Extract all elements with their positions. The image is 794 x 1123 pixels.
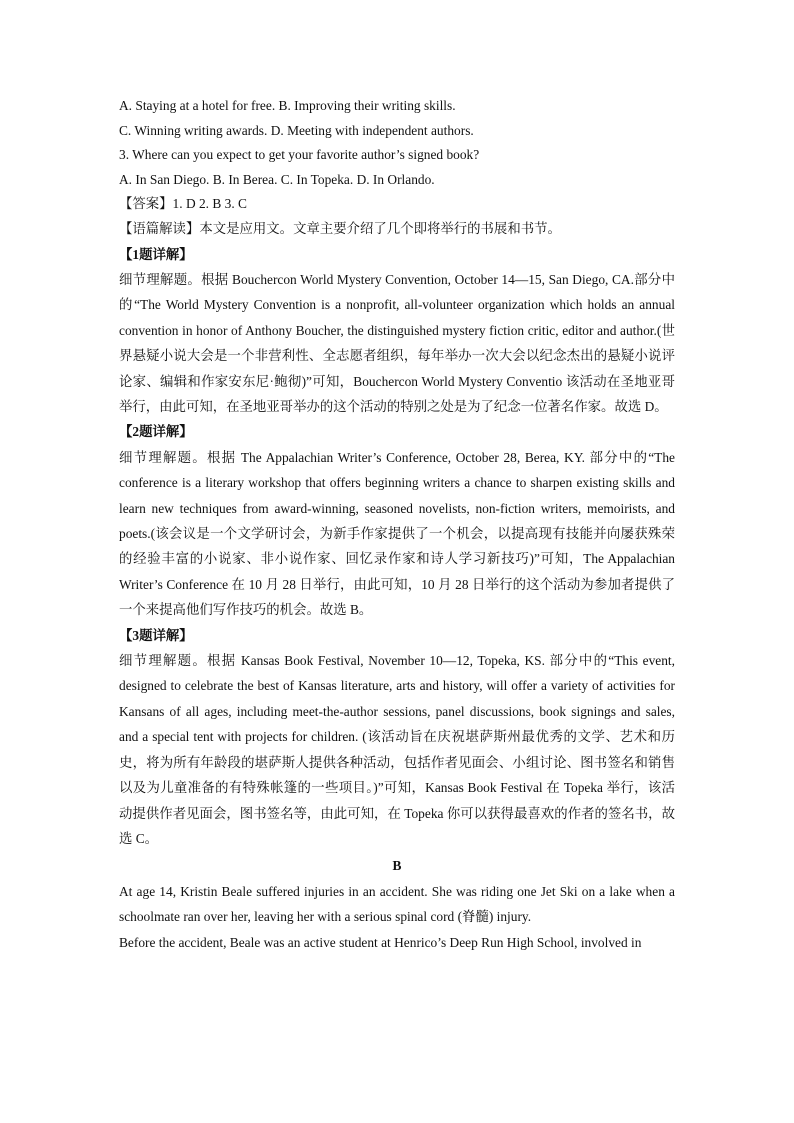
analysis-line: 【语篇解读】本文是应用文。文章主要介绍了几个即将举行的书展和书节。 bbox=[119, 220, 561, 236]
detail-1-body: 细节理解题。根据 Bouchercon World Mystery Convention, October 14—15, San Diego, CA.部分中的“The World Mystery Convention is a nonprofit, all-volunteer organization which holds an annual convention in honor of Anthony Boucher, the distinguished mystery fiction critic, editor and author.(世界悬疑小说大会是一个非营利性、全志愿者组织，每年举办一次大会以纪念杰出的悬疑小说评论家、编辑和作家安东尼·鲍彻)”可知，Bouchercon World Mystery Conventio 该活动在圣地亚哥举行，由此可知，在圣地亚哥举办的这个活动的特别之处是为了纪念一位著名作家。故选 D。 bbox=[119, 271, 675, 414]
detail-2-heading: 【2题详解】 bbox=[119, 424, 193, 440]
options-q2-cd: C. Winning writing awards. D. Meeting with independent authors. bbox=[119, 122, 474, 138]
options-q3: A. In San Diego. B. In Berea. C. In Topeka. D. In Orlando. bbox=[119, 171, 435, 187]
section-b-label: B bbox=[392, 858, 402, 874]
section-b-para-1: At age 14, Kristin Beale suffered injuries in an accident. She was riding one Jet Ski on a lake when a schoolmate ran over her, leaving her with a serious spinal cord (脊髓) injury. bbox=[119, 883, 675, 925]
document-page bbox=[119, 94, 675, 955]
detail-2-body: 细节理解题。根据 The Appalachian Writer’s Conference, October 28, Berea, KY. 部分中的“The conference is a literary workshop that offers beginning writers a chance to sharpen existing skills and learn new techniques from award-winning, seasoned novelists, non-fiction writers, memoirists, and poets.(该会议是一个文学研讨会，为新手作家提供了一个机会，以提高现有技能并向屡获殊荣的经验丰富的小说家、非小说作家、回忆录作家和诗人学习新技巧)”可知，The Appalachian Writer’s Conference 在 10 月 28 日举行，由此可知，10 月 28 日举行的这个活动为参加者提供了一个来提高他们写作技巧的机会。故选 B。 bbox=[119, 449, 675, 618]
detail-3-body: 细节理解题。根据 Kansas Book Festival, November 10—12, Topeka, KS. 部分中的“This event, designed to celebrate the best of Kansas literature, arts and history, will offer a variety of activities for Kansans of all ages, including meet-the-author sessions, panel discussions, book signings and sales, and a special tent with projects for children. (该活动旨在庆祝堪萨斯州最优秀的文学、艺术和历史，将为所有年龄段的堪萨斯人提供各种活动，包括作者见面会、小组讨论、图书签名和销售以及为儿童准备的有特殊帐篷的一些项目。)”可知，Kansas Book Festival 在 Topeka 举行，该活动提供作者见面会，图书签名等，由此可知，在 Topeka 你可以获得最喜欢的作者的签名书，故选 C。 bbox=[119, 653, 675, 846]
detail-1-heading: 【1题详解】 bbox=[119, 246, 193, 262]
answer-line: 【答案】1. D 2. B 3. C bbox=[119, 196, 247, 212]
section-b-para-2: Before the accident, Beale was an active student at Henrico’s Deep Run High School, involved in bbox=[119, 934, 642, 950]
question-3: 3. Where can you expect to get your favorite author’s signed book? bbox=[119, 147, 480, 163]
options-q2-ab: A. Staying at a hotel for free. B. Improving their writing skills. bbox=[119, 98, 456, 113]
detail-3-heading: 【3题详解】 bbox=[119, 627, 193, 643]
